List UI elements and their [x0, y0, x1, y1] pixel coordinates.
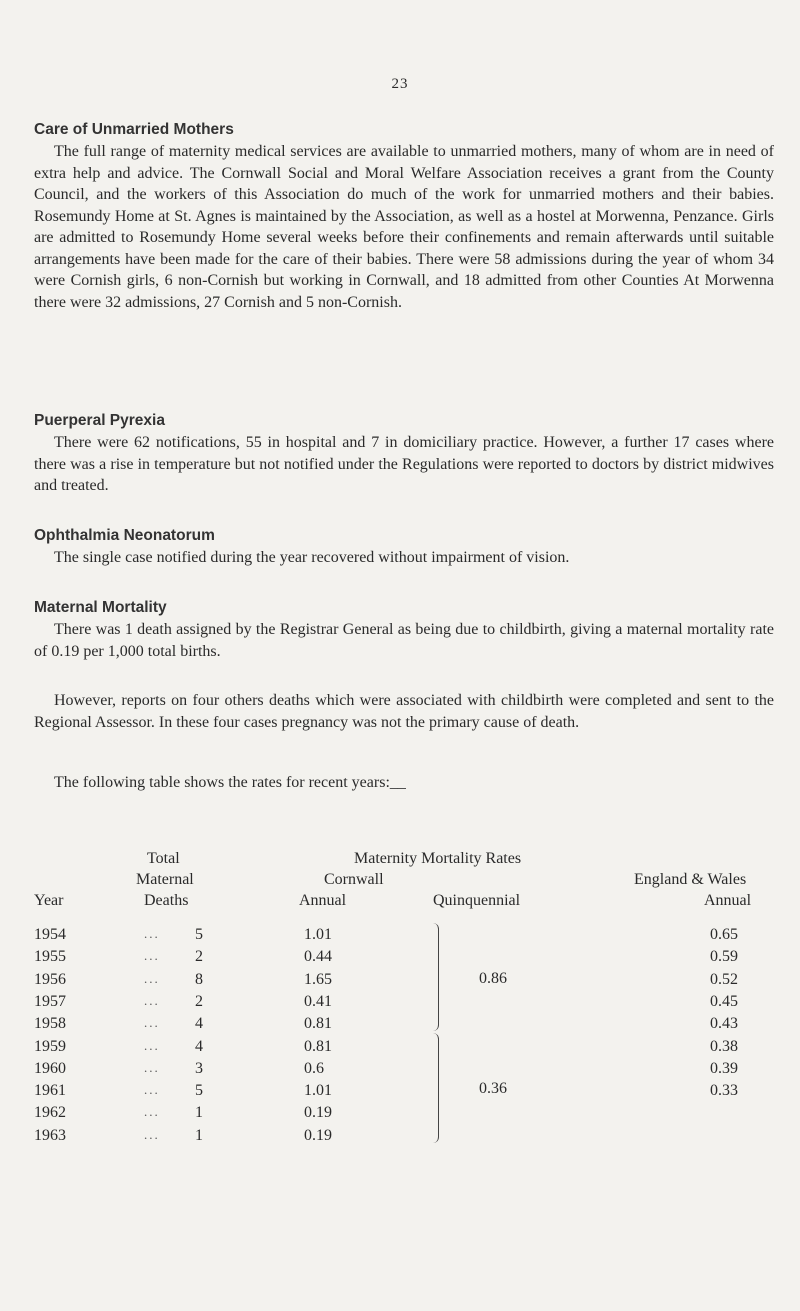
- cell-england-wales-annual: 0.43: [710, 1015, 738, 1033]
- section-heading: Care of Unmarried Mothers: [34, 121, 234, 138]
- cell-cornwall-annual: 0.81: [304, 1037, 332, 1055]
- section-puerperal-pyrexia: [34, 412, 774, 497]
- header-total: Total: [147, 850, 180, 867]
- cell-cornwall-annual: 0.44: [304, 948, 332, 966]
- cell-england-wales-annual: 0.33: [710, 1082, 738, 1100]
- cell-cornwall-annual: 0.41: [304, 992, 332, 1010]
- cell-deaths: 2: [195, 992, 203, 1010]
- cell-dots: ...: [144, 970, 160, 986]
- cell-deaths: 4: [195, 1037, 203, 1055]
- cell-cornwall-annual: 1.65: [304, 970, 332, 988]
- brace-1954-1958: [430, 923, 439, 1031]
- section-unmarried-mothers: [34, 121, 774, 313]
- cell-cornwall-annual: 1.01: [304, 926, 332, 943]
- header-annual-ew: Annual: [704, 892, 752, 909]
- cell-england-wales-annual: 0.39: [710, 1059, 738, 1077]
- cell-dots: ...: [144, 1126, 160, 1142]
- section-heading: Ophthalmia Neonatorum: [34, 527, 215, 544]
- cell-dots: ...: [144, 1037, 160, 1053]
- section-maternal-mortality: [34, 599, 774, 662]
- cell-dots: ...: [144, 1082, 160, 1098]
- cell-year: 1956: [34, 970, 66, 988]
- cell-deaths: 5: [195, 1082, 203, 1100]
- cell-year: 1955: [34, 948, 66, 966]
- section-body: There were 62 notifications, 55 in hospital and 7 in domiciliary practice. However, a further 17 cases where there was a rise in temperature but not notified under the Regulations were reported to doctors by district midwives and treated.: [34, 434, 774, 494]
- section-body: There was 1 death assigned by the Registrar General as being due to childbirth, giving a maternal mortality rate of 0.19 per 1,000 total births.: [34, 621, 774, 660]
- section-heading: Maternal Mortality: [34, 599, 167, 616]
- cell-england-wales-annual: 0.65: [710, 926, 738, 943]
- header-mmr: Maternity Mortality Rates: [354, 850, 522, 867]
- cell-dots: ...: [144, 1015, 160, 1031]
- cell-year: 1961: [34, 1082, 66, 1100]
- header-cornwall: Cornwall: [324, 871, 384, 888]
- header-annual: Annual: [299, 892, 347, 909]
- quinquennial-value: 0.36: [479, 1080, 507, 1097]
- cell-england-wales-annual: 0.59: [710, 948, 738, 966]
- cell-dots: ...: [144, 926, 160, 941]
- cell-england-wales-annual: 0.45: [710, 992, 738, 1010]
- table-row: [34, 971, 800, 993]
- table-row: [34, 948, 800, 970]
- section-heading: Puerperal Pyrexia: [34, 412, 165, 429]
- cell-year: 1962: [34, 1104, 66, 1122]
- header-year: Year: [34, 892, 64, 909]
- cell-year: 1958: [34, 1015, 66, 1033]
- table-row: [34, 993, 800, 1015]
- cell-deaths: 5: [195, 926, 203, 943]
- cell-dots: ...: [144, 1104, 160, 1120]
- table-row: [34, 1082, 800, 1104]
- cell-cornwall-annual: 0.19: [304, 1104, 332, 1122]
- cell-dots: ...: [144, 1059, 160, 1075]
- table-row: [34, 1038, 800, 1060]
- cell-deaths: 3: [195, 1059, 203, 1077]
- cell-year: 1957: [34, 992, 66, 1010]
- table-row: [34, 1127, 800, 1149]
- header-deaths: Deaths: [144, 892, 189, 909]
- section-ophthalmia: [34, 527, 774, 569]
- table-row: [34, 1060, 800, 1082]
- cell-deaths: 2: [195, 948, 203, 966]
- header-quinquennial: Quinquennial: [433, 892, 521, 909]
- cell-cornwall-annual: 0.6: [304, 1059, 324, 1077]
- table-row: [34, 1104, 800, 1126]
- table-intro-text: The following table shows the rates for recent years:__: [54, 774, 406, 791]
- cell-year: 1954: [34, 926, 66, 943]
- cell-dots: ...: [144, 992, 160, 1008]
- table-row: [34, 926, 800, 948]
- cell-cornwall-annual: 1.01: [304, 1082, 332, 1100]
- cell-deaths: 1: [195, 1104, 203, 1122]
- cell-cornwall-annual: 0.19: [304, 1126, 332, 1144]
- page-number: 23: [391, 76, 409, 92]
- section-body: The full range of maternity medical services are available to unmarried mothers, many of whom are in need of extra help and advice. The Cornwall Social and Moral Welfare Association receives a grant from the County Council, and the workers of this Association do much of the work for unmarried mothers and their babies. Rosemundy Home at St. Agnes is maintained by the Association, as well as a hostel at Morwenna, Penzance. Girls are admitted to Rosemundy Home several weeks before their confinements and remain afterwards until suitable arrangements have been made for the care of their babies. There were 58 admissions during the year of whom 34 were Cornish girls, 6 non-Cornish but working in Cornwall, and 18 admitted from other Counties At Morwenna there were 32 admissions, 27 Cornish and 5 non-Cornish.: [34, 143, 774, 311]
- cell-deaths: 4: [195, 1015, 203, 1033]
- cell-deaths: 1: [195, 1126, 203, 1144]
- cell-cornwall-annual: 0.81: [304, 1015, 332, 1033]
- cell-year: 1960: [34, 1059, 66, 1077]
- cell-dots: ...: [144, 948, 160, 964]
- header-maternal: Maternal: [136, 871, 194, 888]
- cell-england-wales-annual: 0.38: [710, 1037, 738, 1055]
- brace-1959-1963: [430, 1033, 439, 1143]
- paragraph-table-intro: [34, 772, 774, 794]
- quinquennial-value: 0.86: [479, 970, 507, 987]
- cell-deaths: 8: [195, 970, 203, 988]
- header-england-wales: England & Wales: [634, 871, 747, 888]
- cell-year: 1959: [34, 1037, 66, 1055]
- table-row: [34, 1015, 800, 1037]
- cell-year: 1963: [34, 1126, 66, 1144]
- cell-england-wales-annual: 0.52: [710, 970, 738, 988]
- section-body: The single case notified during the year recovered without impairment of vision.: [54, 549, 570, 566]
- paragraph-reports: [34, 690, 774, 733]
- reports-text: However, reports on four others deaths which were associated with childbirth were completed and sent to the Regional Assessor. In these four cases pregnancy was not the primary cause of death.: [34, 692, 774, 731]
